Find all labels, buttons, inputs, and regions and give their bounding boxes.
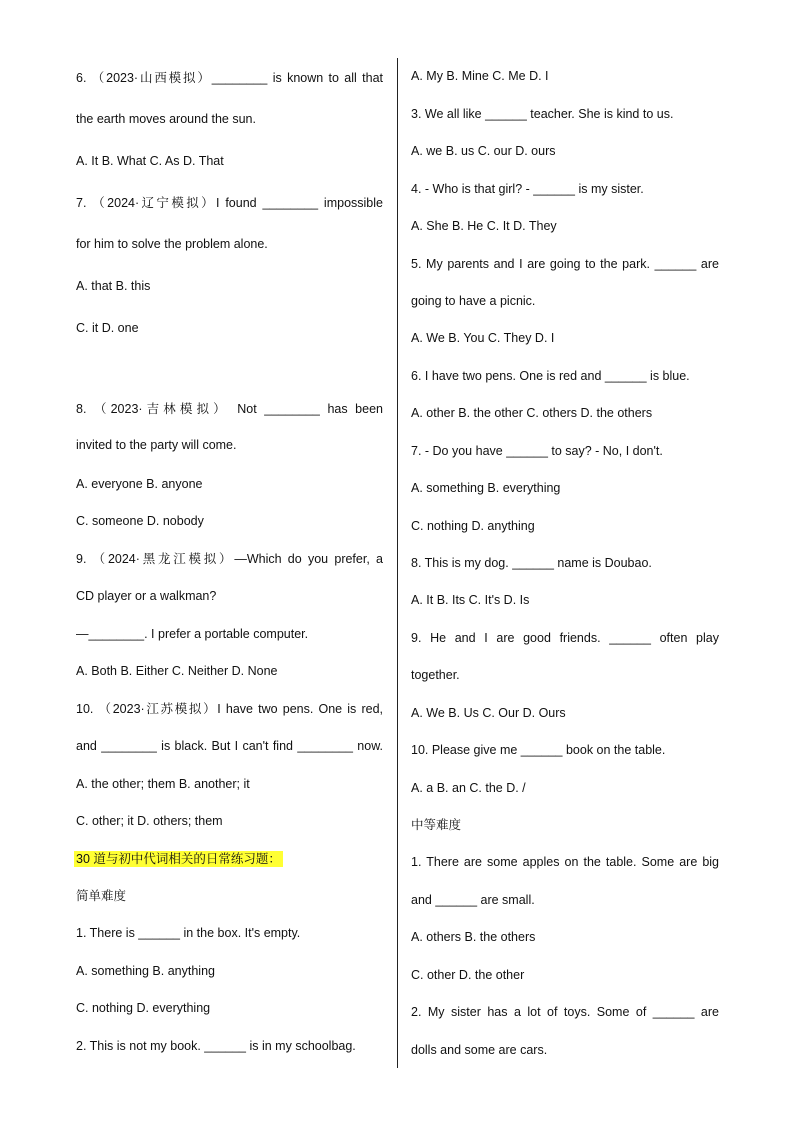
line-text: going to have a picnic.: [411, 294, 536, 308]
line-text: A. She B. He C. It D. They: [411, 219, 557, 233]
right-line: [411, 854, 719, 870]
left-line: [76, 111, 383, 127]
right-line: [411, 817, 719, 833]
line-text: A. others B. the others: [411, 930, 536, 944]
right-line: [411, 518, 719, 534]
right-line: [411, 592, 719, 608]
line-text: 9. He and I are good friends. ______ often play: [411, 631, 719, 645]
line-text: A. We B. Us C. Our D. Ours: [411, 706, 566, 720]
line-text: A. Both B. Either C. Neither D. None: [76, 664, 278, 678]
line-text: 4. - Who is that girl? - ______ is my sister.: [411, 182, 644, 196]
line-text: A. something B. everything: [411, 481, 561, 495]
left-line: [76, 738, 383, 754]
line-text: A. other B. the other C. others D. the others: [411, 406, 653, 420]
column-divider: [397, 58, 398, 1068]
line-text: A. We B. You C. They D. I: [411, 331, 555, 345]
right-line: [411, 181, 719, 197]
right-line: [411, 368, 719, 384]
left-line: [76, 437, 383, 453]
right-line: [411, 705, 719, 721]
right-line: [411, 1004, 719, 1020]
line-text: and ________ is black. But I can't find ________ now.: [76, 739, 383, 753]
line-text: A. It B. Its C. It's D. Is: [411, 593, 530, 607]
line-text: 9. （2024·黑龙江模拟）—Which do you prefer, a: [76, 552, 383, 566]
line-text: 7. - Do you have ______ to say? - No, I don't.: [411, 444, 663, 458]
right-line: [411, 143, 719, 159]
right-line: [411, 630, 719, 646]
right-line: [411, 256, 719, 272]
line-text: C. it D. one: [76, 321, 139, 335]
left-line: [76, 663, 383, 679]
line-text: the earth moves around the sun.: [76, 112, 256, 126]
left-line: [76, 278, 383, 294]
line-text: invited to the party will come.: [76, 438, 237, 452]
line-text: 1. There are some apples on the table. Some are big: [411, 855, 719, 869]
right-line: [411, 443, 719, 459]
left-line: [76, 588, 383, 604]
line-text: A. the other; them B. another; it: [76, 777, 250, 791]
line-text: C. other; it D. others; them: [76, 814, 223, 828]
line-text: A. that B. this: [76, 279, 151, 293]
left-line: [76, 153, 383, 169]
line-text: 1. There is ______ in the box. It's empty.: [76, 926, 301, 940]
left-line: [76, 320, 383, 336]
line-text: A. something B. anything: [76, 964, 215, 978]
line-text: C. other D. the other: [411, 968, 525, 982]
left-line: [76, 925, 383, 941]
left-line: [76, 963, 383, 979]
right-line: [411, 967, 719, 983]
left-line: [76, 513, 383, 529]
line-text: C. nothing D. everything: [76, 1001, 211, 1015]
left-line: [76, 701, 383, 717]
line-text: 7. （2024·辽宁模拟）I found ________ impossible: [76, 196, 383, 210]
left-line: [76, 236, 383, 252]
line-text: 10. （2023·江苏模拟）I have two pens. One is red,: [76, 702, 383, 716]
line-text: C. nothing D. anything: [411, 519, 535, 533]
left-line: [76, 476, 383, 492]
right-line: [411, 780, 719, 796]
line-text: 6. （2023·山西模拟）________ is known to all that: [76, 71, 383, 85]
right-line: [411, 1042, 719, 1058]
line-text: 8. （2023·吉林模拟） Not ________ has been: [76, 402, 383, 416]
line-text: A. My B. Mine C. Me D. I: [411, 69, 549, 83]
line-text: 中等难度: [411, 818, 462, 832]
right-line: [411, 293, 719, 309]
line-text: for him to solve the problem alone.: [76, 237, 268, 251]
right-line: [411, 555, 719, 571]
right-line: [411, 929, 719, 945]
line-text: 5. My parents and I are going to the park. ______ are: [411, 257, 719, 271]
line-text: —________. I prefer a portable computer.: [76, 627, 309, 641]
line-text: 10. Please give me ______ book on the table.: [411, 743, 666, 757]
left-line: [76, 1038, 383, 1054]
line-text: C. someone D. nobody: [76, 514, 204, 528]
right-line: [411, 892, 719, 908]
line-text: A. we B. us C. our D. ours: [411, 144, 556, 158]
line-text: 2. This is not my book. ______ is in my schoolbag.: [76, 1039, 356, 1053]
line-text: CD player or a walkman?: [76, 589, 217, 603]
left-line: [76, 776, 383, 792]
left-line: [76, 401, 383, 417]
left-line: [76, 1000, 383, 1016]
line-text: 简单难度: [76, 889, 127, 903]
right-line: [411, 68, 719, 84]
right-line: [411, 405, 719, 421]
left-line: [76, 851, 383, 867]
left-line: [76, 888, 383, 904]
line-text: A. It B. What C. As D. That: [76, 154, 224, 168]
line-text: A. a B. an C. the D. /: [411, 781, 526, 795]
right-line: [411, 742, 719, 758]
line-text: 8. This is my dog. ______ name is Doubao.: [411, 556, 652, 570]
line-text: 6. I have two pens. One is red and ______ is blue.: [411, 369, 690, 383]
right-line: [411, 106, 719, 122]
left-line: [76, 551, 383, 567]
left-line: [76, 70, 383, 86]
right-line: [411, 330, 719, 346]
right-line: [411, 667, 719, 683]
line-text: A. everyone B. anyone: [76, 477, 203, 491]
left-line: [76, 813, 383, 829]
left-line: [76, 626, 383, 642]
right-line: [411, 480, 719, 496]
section-heading: 30 道与初中代词相关的日常练习题：: [76, 852, 281, 866]
line-text: dolls and some are cars.: [411, 1043, 548, 1057]
left-line: [76, 195, 383, 211]
line-text: 2. My sister has a lot of toys. Some of ______ are: [411, 1005, 719, 1019]
line-text: and ______ are small.: [411, 893, 535, 907]
line-text: 3. We all like ______ teacher. She is kind to us.: [411, 107, 674, 121]
right-line: [411, 218, 719, 234]
line-text: together.: [411, 668, 460, 682]
